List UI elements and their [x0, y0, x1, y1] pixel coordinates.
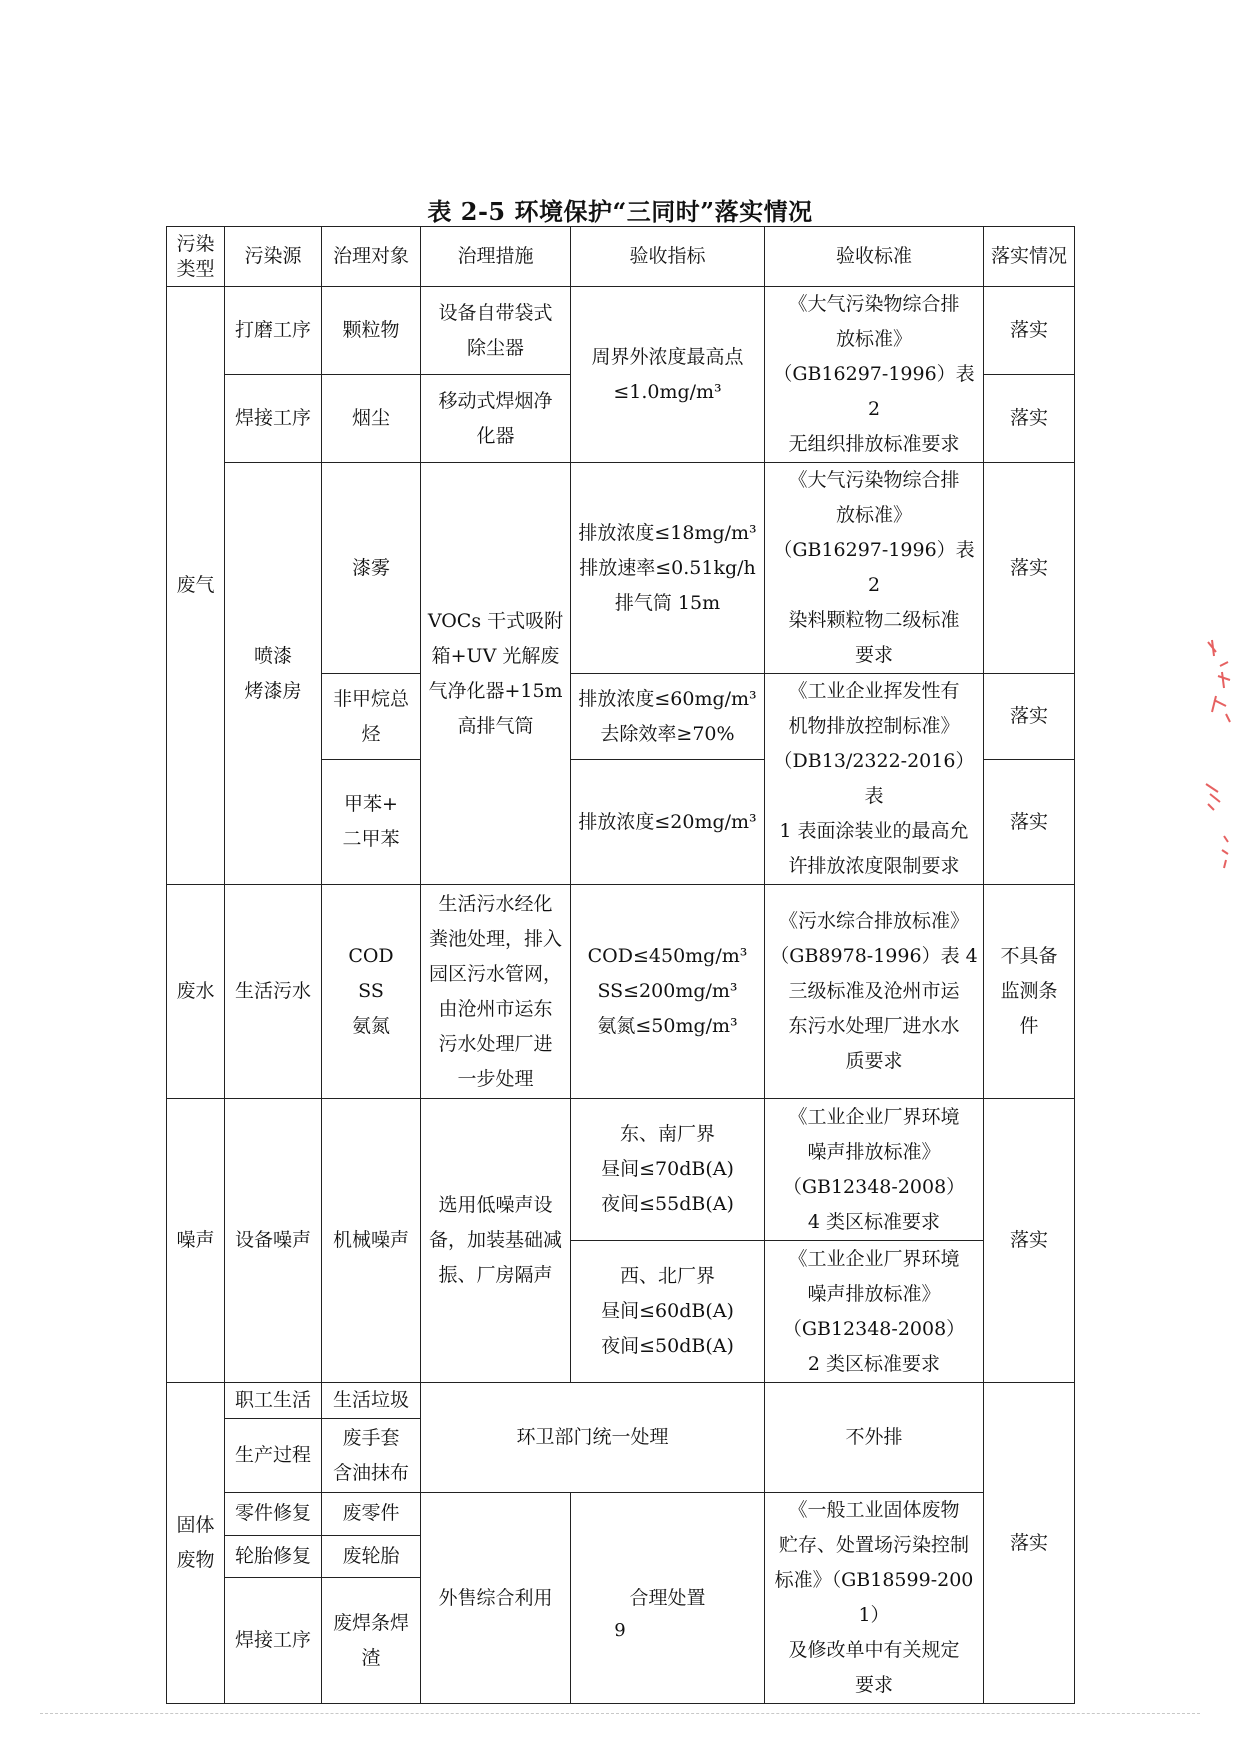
table-cell: [322, 375, 421, 463]
status-cell: 落实: [1009, 1229, 1048, 1251]
source-cell: 生活污水: [234, 980, 311, 1002]
measure-cell: 外售综合利用: [438, 1586, 553, 1609]
source-cell: 焊接工序: [234, 1629, 311, 1652]
type-solid-waste: 固体 废物: [176, 1514, 215, 1571]
table-cell: [225, 885, 322, 1099]
table-cell: [765, 674, 984, 885]
table-cell: [225, 463, 322, 885]
table-row: [167, 1099, 1075, 1241]
type-waste-water: 废水: [176, 980, 215, 1002]
table-cell: [225, 1493, 322, 1536]
standard-cell: 《工业企业厂界环境 噪声排放标准》 （GB12348-2008） 4 类区标准要求: [782, 1105, 966, 1233]
table-cell: [322, 674, 421, 760]
indicator-cell: 排放浓度≤60mg/m³ 去除效率≥70%: [578, 687, 757, 745]
table-cell: [984, 375, 1075, 463]
table-cell: [984, 885, 1075, 1099]
type-waste-gas: 废气: [176, 574, 215, 596]
seal-stamp-fragment: [1202, 780, 1236, 870]
table-cell: [765, 885, 984, 1099]
object-cell: 漆雾: [351, 556, 390, 579]
table-row: [167, 287, 1075, 375]
object-cell: 废手套 含油抹布: [332, 1426, 409, 1484]
table-cell: [421, 287, 571, 375]
table-row: [167, 1493, 1075, 1536]
measure-cell: 设备自带袋式 除尘器: [438, 301, 553, 359]
table-cell: [421, 1383, 765, 1493]
table-cell: [322, 760, 421, 885]
source-cell: 轮胎修复: [234, 1545, 311, 1567]
header-pollution-source: 污染源: [244, 245, 302, 267]
indicator-cell: COD≤450mg/m³ SS≤200mg/m³ 氨氮≤50mg/m³: [587, 945, 748, 1037]
status-cell: 落实: [1009, 705, 1048, 728]
source-cell: 喷漆 烤漆房: [244, 644, 302, 702]
object-cell: 非甲烷总 烃: [332, 687, 409, 745]
indicator-cell: 合理处置: [629, 1586, 706, 1609]
type-cell: [167, 287, 225, 885]
table-cell: [225, 1383, 322, 1419]
standard-cell: 《工业企业挥发性有 机物排放控制标准》 （DB13/2322-2016）表 1 表面涂装业的最高允 许排放浓度限制要求: [773, 680, 975, 877]
table-cell: [765, 1383, 984, 1493]
standard-cell: 《一般工业固体废物 贮存、处置场污染控制 标准》（GB18599-2001） 及修改单中有关规定 要求: [774, 1499, 974, 1696]
table-cell: [984, 1383, 1075, 1704]
status-cell: 落实: [1009, 1531, 1048, 1554]
table-cell: [225, 287, 322, 375]
object-cell: 生活垃圾: [332, 1389, 409, 1411]
measure-cell: VOCs 干式吸附 箱+UV 光解废 气净化器+15m 高排气筒: [427, 609, 564, 737]
table-cell: [322, 463, 421, 674]
table-cell: [765, 287, 984, 463]
header-cell: [984, 227, 1075, 287]
table-cell: [984, 463, 1075, 674]
table-cell: [984, 1099, 1075, 1383]
table-cell: [322, 1099, 421, 1383]
header-implementation-status: 落实情况: [990, 245, 1067, 267]
header-acceptance-indicator: 验收指标: [629, 245, 706, 267]
object-cell: COD SS 氨氮: [348, 945, 394, 1037]
seal-stamp-fragment: [1202, 636, 1236, 726]
header-pollution-type: 污染 类型: [176, 232, 215, 280]
source-cell: 设备噪声: [234, 1229, 311, 1251]
status-cell: 落实: [1009, 407, 1048, 429]
header-cell: [225, 227, 322, 287]
status-cell: 落实: [1009, 810, 1048, 833]
indicator-cell: 排放浓度≤18mg/m³ 排放速率≤0.51kg/h 排气筒 15m: [578, 521, 757, 614]
table-cell: [571, 287, 765, 463]
measure-cell: 环卫部门统一处理: [516, 1426, 669, 1448]
source-cell: 零件修复: [234, 1502, 311, 1525]
header-cell: [167, 227, 225, 287]
three-simultaneous-table: [166, 226, 1075, 1704]
table-title: 表 2-5 环境保护“三同时”落实情况: [427, 197, 813, 226]
table-cell: [322, 885, 421, 1099]
table-cell: [225, 1535, 322, 1578]
header-row: [167, 227, 1075, 287]
table-cell: [984, 287, 1075, 375]
table-cell: [765, 1099, 984, 1241]
table-row: [167, 885, 1075, 1099]
table-cell: [322, 1419, 421, 1493]
table-cell: [225, 1419, 322, 1493]
source-cell: 职工生活: [234, 1389, 311, 1411]
status-cell: 不具备 监测条 件: [1000, 945, 1058, 1037]
source-cell: 生产过程: [234, 1444, 311, 1466]
table-row: [167, 463, 1075, 674]
object-cell: 废轮胎: [342, 1545, 400, 1567]
source-cell: 焊接工序: [234, 407, 311, 429]
standard-cell: 《工业企业厂界环境 噪声排放标准》 （GB12348-2008） 2 类区标准要求: [782, 1247, 966, 1375]
object-cell: 甲苯+ 二甲苯: [342, 793, 400, 851]
table-cell: [421, 1493, 571, 1704]
header-cell: [571, 227, 765, 287]
table-cell: [571, 1099, 765, 1241]
table-cell: [765, 1241, 984, 1383]
table-cell: [421, 885, 571, 1099]
table-cell: [571, 674, 765, 760]
standard-cell: 《污水综合排放标准》 （GB8978-1996）表 4 三级标准及沧州市运 东污水处理厂进水水 质要求: [770, 910, 978, 1072]
standard-cell: 《大气污染物综合排 放标准》 （GB16297-1996）表 2 无组织排放标准要求: [773, 293, 975, 455]
type-cell: [167, 1383, 225, 1704]
indicator-cell: 东、南厂界 昼间≤70dB(A) 夜间≤55dB(A): [601, 1123, 734, 1215]
measure-cell: 移动式焊烟净 化器: [438, 389, 553, 447]
table-cell: [984, 674, 1075, 760]
table-cell: [571, 885, 765, 1099]
indicator-cell: 周界外浓度最高点 ≤1.0mg/m³: [591, 345, 744, 403]
header-treatment-object: 治理对象: [332, 245, 409, 267]
measure-cell: 选用低噪声设 备，加装基础减 振、厂房隔声: [428, 1194, 562, 1286]
table-cell: [765, 1493, 984, 1704]
object-cell: 废零件: [342, 1502, 400, 1525]
type-noise: 噪声: [176, 1229, 215, 1251]
standard-cell: 不外排: [845, 1426, 903, 1448]
header-treatment-measure: 治理措施: [457, 245, 534, 267]
table-cell: [421, 463, 571, 885]
table-cell: [571, 1493, 765, 1704]
measure-cell: 生活污水经化 粪池处理，排入 园区污水管网， 由沧州市运东 污水处理厂进 一步处理: [428, 892, 562, 1090]
header-cell: [765, 227, 984, 287]
status-cell: 落实: [1009, 319, 1048, 341]
object-cell: 废焊条焊 渣: [332, 1611, 409, 1669]
status-cell: 落实: [1009, 556, 1048, 579]
table-cell: [571, 463, 765, 674]
object-cell: 烟尘: [351, 407, 390, 429]
table-cell: [421, 375, 571, 463]
table-cell: [322, 1535, 421, 1578]
page-number: 9: [614, 1620, 626, 1641]
type-cell: [167, 1099, 225, 1383]
table-cell: [984, 760, 1075, 885]
object-cell: 颗粒物: [342, 319, 400, 341]
source-cell: 打磨工序: [234, 319, 311, 341]
table-cell: [225, 375, 322, 463]
header-cell: [322, 227, 421, 287]
page-bottom-rule: [40, 1713, 1200, 1714]
table-cell: [571, 1241, 765, 1383]
table-cell: [322, 287, 421, 375]
table-cell: [765, 463, 984, 674]
object-cell: 机械噪声: [332, 1229, 409, 1251]
table-cell: [322, 1383, 421, 1419]
standard-cell: 《大气污染物综合排 放标准》 （GB16297-1996）表 2 染料颗粒物二级标准 要求: [773, 469, 975, 666]
type-cell: [167, 885, 225, 1099]
table-row: [167, 1383, 1075, 1419]
table-cell: [322, 1493, 421, 1536]
indicator-cell: 排放浓度≤20mg/m³: [578, 810, 757, 833]
table-cell: [421, 1099, 571, 1383]
table-cell: [225, 1099, 322, 1383]
header-cell: [421, 227, 571, 287]
indicator-cell: 西、北厂界 昼间≤60dB(A) 夜间≤50dB(A): [601, 1265, 734, 1357]
header-acceptance-standard: 验收标准: [835, 245, 912, 267]
table-cell: [571, 760, 765, 885]
